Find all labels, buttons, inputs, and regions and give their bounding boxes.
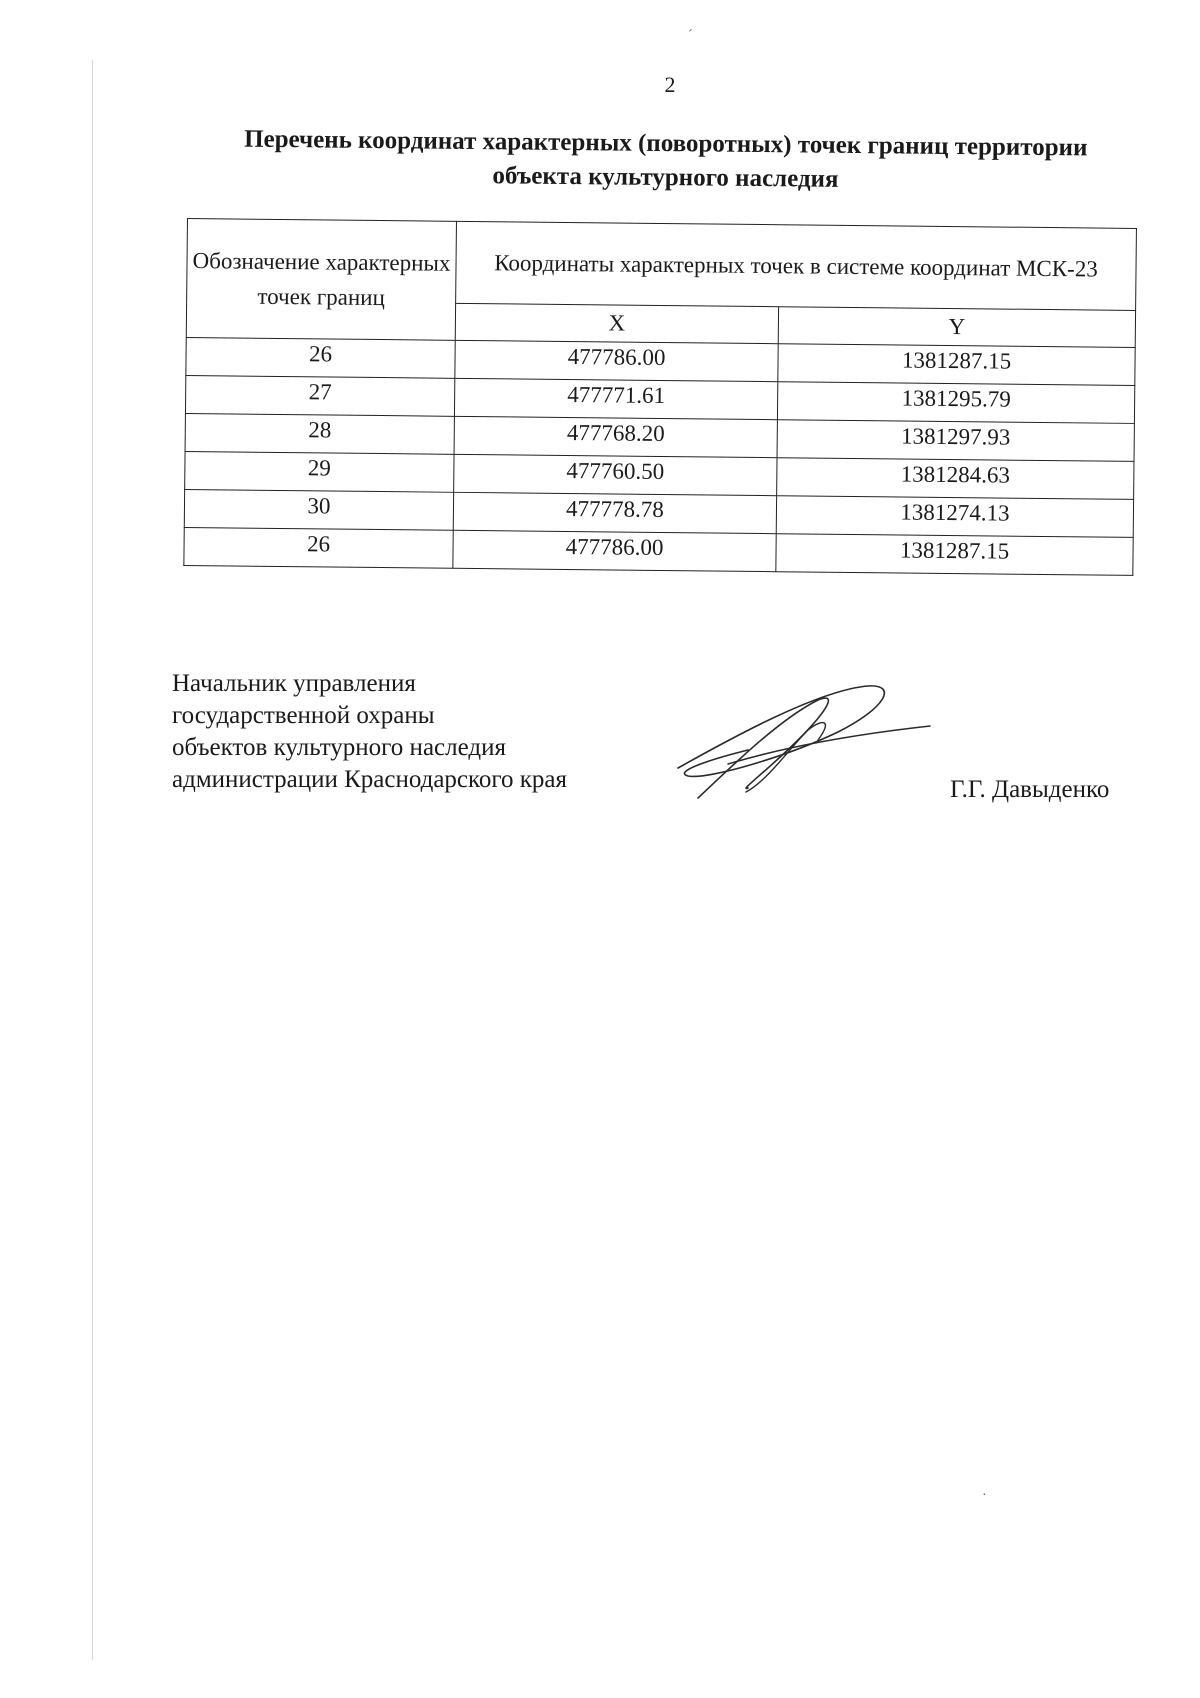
handwritten-signature: [668, 680, 938, 810]
position-line: Начальник управления: [172, 670, 416, 697]
header-designation: Обозначение характерных точек границ: [186, 219, 456, 341]
cell-y: 1381295.79: [777, 382, 1134, 424]
cell-point: 28: [185, 413, 454, 454]
cell-y: 1381287.15: [778, 344, 1135, 386]
cell-x: 477786.00: [453, 530, 776, 571]
cell-x: 477768.20: [454, 416, 777, 457]
header-x: X: [455, 303, 778, 344]
cell-point: 27: [185, 375, 454, 416]
page-number: 2: [664, 72, 676, 97]
cell-y: 1381287.15: [776, 534, 1133, 576]
scan-speck: ´: [688, 28, 693, 43]
cell-y: 1381274.13: [776, 496, 1133, 538]
cell-x: 477786.00: [455, 340, 778, 381]
signatory-position: [172, 668, 567, 796]
scan-speck: ·: [982, 1488, 987, 1503]
cell-point: 30: [184, 489, 453, 530]
cell-point: 29: [185, 451, 454, 492]
cell-y: 1381297.93: [777, 420, 1134, 462]
header-coordinate-system: Координаты характерных точек в системе координат МСК-23: [456, 221, 1137, 310]
title-line-1: Перечень координат характерных (поворотных) точек границ территории: [244, 125, 1088, 162]
title-line-2: объекта культурного наследия: [492, 162, 839, 193]
cell-x: 477771.61: [454, 378, 777, 419]
coordinates-table: [183, 218, 1137, 576]
position-line: государственной охраны: [172, 702, 435, 729]
position-line: администрации Краснодарского края: [172, 766, 568, 793]
coordinates-table-container: [183, 218, 1137, 576]
document-title: [185, 122, 1146, 200]
cell-point: 26: [186, 337, 455, 378]
header-y: Y: [778, 306, 1135, 347]
signer-name: Г.Г. Давыденко: [950, 776, 1110, 803]
cell-x: 477778.78: [453, 492, 776, 533]
cell-point: 26: [184, 527, 453, 568]
scan-margin-line: [92, 60, 93, 1660]
cell-x: 477760.50: [454, 454, 777, 495]
position-line: объектов культурного наследия: [172, 734, 506, 761]
cell-y: 1381284.63: [777, 458, 1134, 500]
